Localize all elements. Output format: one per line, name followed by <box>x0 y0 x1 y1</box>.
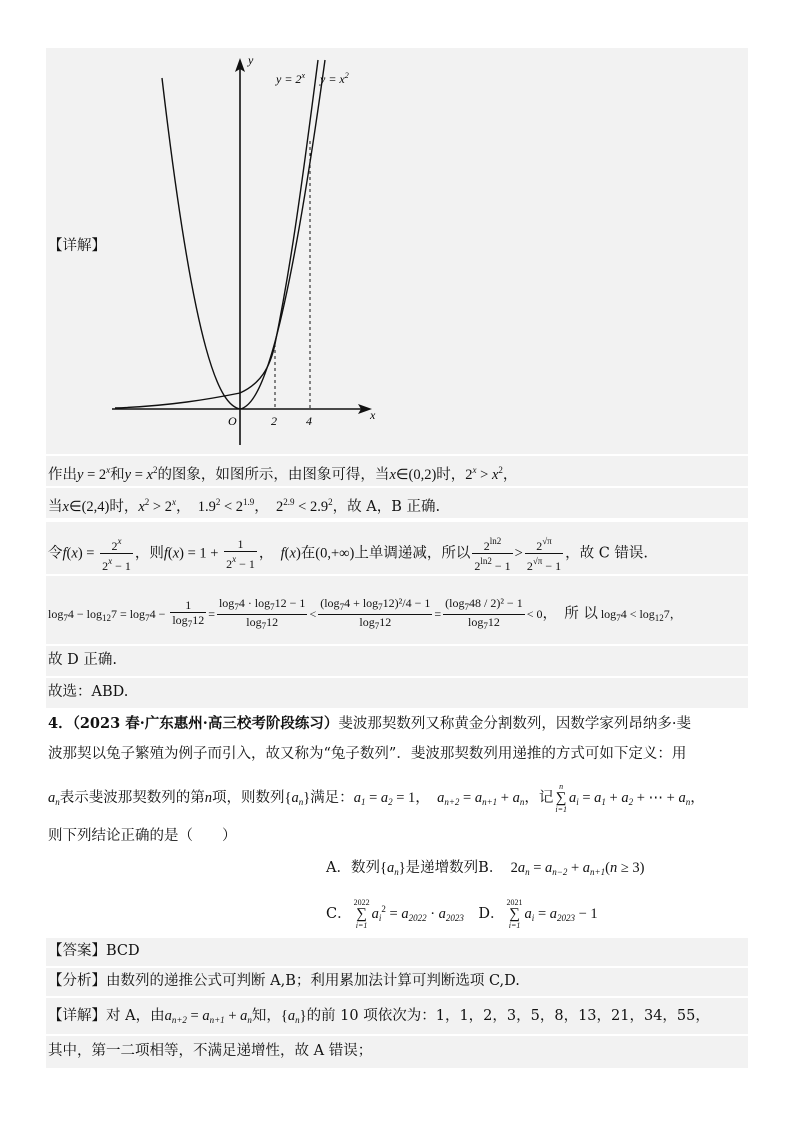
para-5: 故 D 正确. <box>48 652 117 668</box>
answer-line: 【答案】BCD <box>48 943 140 959</box>
tick-4: 4 <box>306 414 312 428</box>
para-4: $\log_74 - \log_{12}7 = \log_74$ − $\frac{1}{\log_712}$ = $\frac{\log_74 \cdot \log_712 - 1}{\log_712}$ < $\frac{(\log_74 + \log_712)^2/4 - 1}{\log_712}$ = $\frac{(\log_748 / 2)^2 - 1}{\log_712}$ < 0， 所 以 $\log_74 < \log_{12}7$， <box>48 596 682 631</box>
axis-x-label: x <box>370 408 376 422</box>
tick-2: 2 <box>271 414 277 428</box>
para-2: 当x∈(2,4)时，$x^2 > 2^x$， $1.9^2 < 2^{1.9}$， $2^{2.9} < 2.9^2$，故 A，B 正确. <box>48 497 441 515</box>
para-1: 作出$y = 2^x$和$y = x^2$的图象，如图所示，由图象可得，当x∈(0,2)时，$2^x > x^2$， <box>48 465 518 483</box>
para-3: 令f(x) = $\frac{2^x}{2^x - 1}$ ，则f(x) = 1 + $\frac{1}{2^x - 1}$ ， f(x)在(0,+∞)上单调递减，所以 $\frac{2^{ln2}}{2^{ln2} - 1}$ > $\frac{2^{√\pi}}{2^{√\pi} - 1}$ ，故 C 错误. <box>48 536 649 573</box>
detail-line-1: 【详解】对 A，由$a_{n+2} = a_{n+1} + a_n$知，$\{a_n\}$的前 10 项依次为：1，1，2，3，5，8，13，21，34，55， <box>48 1008 710 1025</box>
label-x2: $y = x^2$ <box>320 71 349 86</box>
band-6 <box>46 678 748 708</box>
option-c-d: C． 2022 ∑ i=1 $a_i^2 = a_{2022} \cdot a_{2023}$ D． 2021 ∑ i=1 $a_i = a_{2023} - 1$ <box>326 898 598 930</box>
detail-label: 【详解】 <box>48 238 106 254</box>
band-7 <box>46 938 748 966</box>
curve-x-squared <box>162 60 325 409</box>
origin-label: O <box>228 414 237 428</box>
q4-line-1: 4．（2023 春·广东惠州·高三校考阶段练习）斐波那契数列又称黄金分割数列，因数学家列昂纳多·斐 <box>48 715 691 732</box>
label-2x: $y = 2^x$ <box>276 71 305 86</box>
detail-line-2: 其中，第一二项相等，不满足递增性，故 A 错误； <box>48 1043 373 1059</box>
q4-line-3: $a_n$表示斐波那契数列的第n项，则数列$\{a_n\}$满足：$a_1 = a_2 = 1$， $a_{n+2} = a_{n+1} + a_n$，记 n ∑ i=1 $a_i = a_1 + a_2$ + ⋯ + $a_n$， <box>48 782 705 814</box>
analysis-line: 【分析】由数列的递推公式可判断 A,B；利用累加法计算可判断选项 C,D. <box>48 973 520 989</box>
q4-line-4: 则下列结论正确的是（ ） <box>48 828 237 844</box>
axis-y-label: y <box>248 53 254 67</box>
band-5 <box>46 646 748 676</box>
q4-line-2: 波那契以兔子繁殖为例子而引入，故又称为“兔子数列”．斐波那契数列用递推的方式可如下定义：用 <box>48 746 687 762</box>
curve-2-to-x <box>115 60 318 408</box>
option-a-b: A．数列$\{a_n\}$是递增数列B． $2a_n = a_{n-2} + a_{n+1}(n \ge 3)$ <box>326 860 645 877</box>
para-6: 故选：ABD. <box>48 684 129 700</box>
function-graph <box>100 50 390 450</box>
